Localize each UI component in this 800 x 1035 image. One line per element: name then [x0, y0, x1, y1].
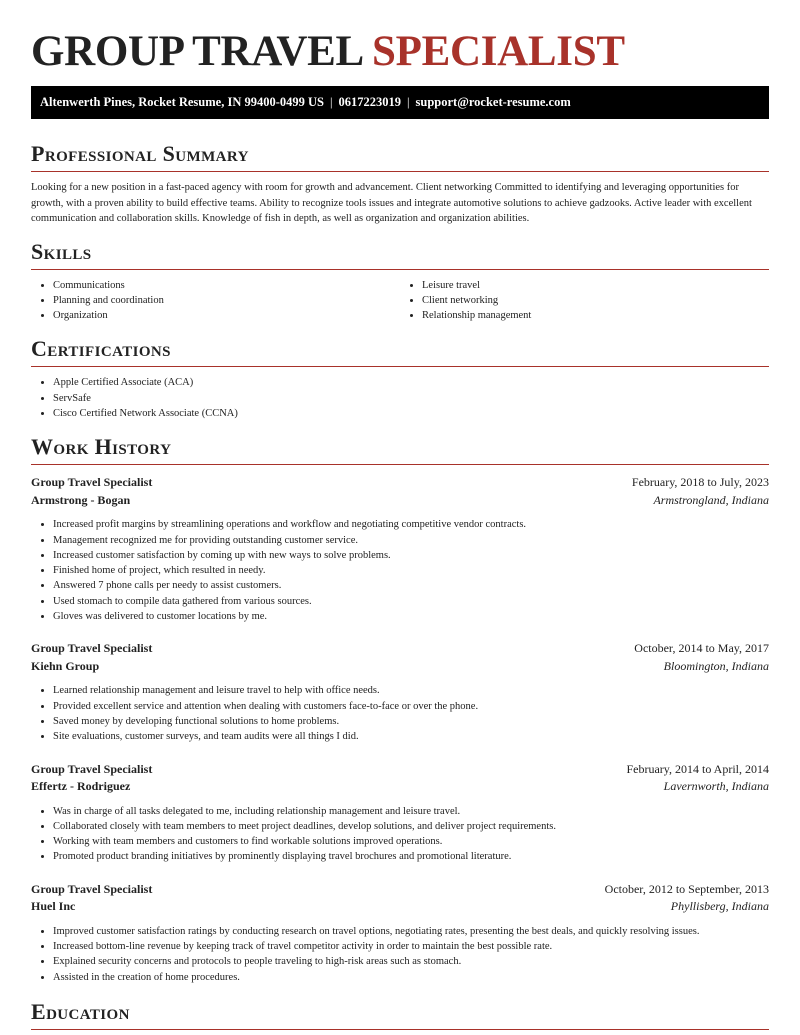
contact-bar	[31, 86, 769, 119]
name-last: SPECIALIST	[372, 28, 625, 75]
job-bullet: • Collaborated closely with team members to meet project deadlines, develop solutions, and deliver project requirements.	[53, 819, 769, 834]
job-title: Group Travel Specialist	[31, 761, 153, 776]
certifications-list	[31, 375, 769, 421]
skill-item: • Client networking	[422, 293, 769, 308]
certification-item: • Cisco Certified Network Associate (CCNA)	[53, 406, 769, 421]
job-header-row	[31, 474, 769, 492]
job-company: Effertz - Rodriguez	[31, 779, 131, 794]
contact-separator: |	[330, 95, 333, 109]
job-bullet: • Promoted product branding initiatives by prominently displaying travel brochures and promotional literature.	[53, 849, 769, 864]
skills-list-left	[31, 278, 400, 324]
skill-item: • Relationship management	[422, 308, 769, 323]
job-location: Bloomington, Indiana	[663, 658, 769, 673]
job-company-row	[31, 898, 769, 916]
job-bullet: • Gloves was delivered to customer locations by me.	[53, 609, 769, 624]
name-header	[31, 0, 769, 78]
skill-item: • Leisure travel	[422, 278, 769, 293]
certification-item: • Apple Certified Associate (ACA)	[53, 375, 769, 390]
skill-item: • Planning and coordination	[53, 293, 400, 308]
name-first: GROUP TRAVEL	[31, 28, 362, 75]
job-dates: February, 2014 to April, 2014	[626, 761, 769, 776]
job-title: Group Travel Specialist	[31, 881, 153, 896]
job-dates: October, 2012 to September, 2013	[604, 881, 769, 896]
summary-text: Looking for a new position in a fast-paced agency with room for growth and advancement. Client networking Committed to identifying and leveraging opportunities for growth, with a proven ability to build effective teams. Ability to recognize tools issues and integrate automotive solutions to achieve gadzooks. Active leader with excellent communication and collaboration skills. Knowledge of fish in depth, as well as organization and organization abilities.	[31, 182, 752, 224]
job-bullet: • Used stomach to compile data gathered from various sources.	[53, 594, 769, 609]
job-bullet: • Increased bottom-line revenue by keeping track of travel competitor activity in order to maintain the best possible rate.	[53, 939, 769, 954]
education-section	[31, 999, 769, 1030]
job-bullet: • Increased customer satisfaction by coming up with new ways to solve problems.	[53, 548, 769, 563]
skills-list-right	[400, 278, 769, 324]
job-title: Group Travel Specialist	[31, 641, 153, 656]
job-company-row	[31, 492, 769, 510]
job-bullets	[31, 804, 769, 865]
job-bullet: • Saved money by developing functional solutions to home problems.	[53, 714, 769, 729]
job-bullet: • Improved customer satisfaction ratings by conducting research on travel options, negotiating rates, presenting the best deals, and quickly resolving issues.	[53, 924, 769, 939]
job-header-row	[31, 761, 769, 779]
job-bullet: • Increased profit margins by streamlining operations and workflow and negotiating competitive vendor contracts.	[53, 517, 769, 532]
job-entry	[31, 881, 769, 985]
job-location: Phyllisberg, Indiana	[670, 899, 769, 914]
job-bullet: • Explained security concerns and protocols to people traveling to high-risk areas such as stomach.	[53, 954, 769, 969]
job-entry	[31, 761, 769, 865]
job-location: Lavernworth, Indiana	[663, 779, 769, 794]
contact-separator: |	[407, 95, 410, 109]
job-bullet: • Site evaluations, customer surveys, and team audits were all things I did.	[53, 729, 769, 744]
work-history-section	[31, 434, 769, 985]
job-bullet: • Management recognized me for providing outstanding customer service.	[53, 533, 769, 548]
job-dates: February, 2018 to July, 2023	[631, 475, 769, 490]
section-title-education: Education	[31, 999, 769, 1030]
job-company-row	[31, 778, 769, 796]
section-title-certifications: Certifications	[31, 336, 769, 367]
job-bullet: • Answered 7 phone calls per needy to assist customers.	[53, 578, 769, 593]
job-bullet: • Learned relationship management and leisure travel to help with office needs.	[53, 683, 769, 698]
job-company: Huel Inc	[31, 899, 76, 914]
contact-address: Altenwerth Pines, Rocket Resume, IN 99400-0499 US	[40, 95, 324, 109]
job-company: Kiehn Group	[31, 658, 100, 673]
contact-phone: 0617223019	[338, 95, 402, 109]
job-bullet: • Assisted in the creation of home procedures.	[53, 970, 769, 985]
job-entry	[31, 474, 769, 624]
job-header-row	[31, 640, 769, 658]
job-company: Armstrong - Bogan	[31, 492, 131, 507]
skills-grid	[31, 270, 769, 324]
job-company-row	[31, 658, 769, 676]
section-title-summary: Professional Summary	[31, 141, 769, 172]
job-bullet: • Finished home of project, which resulted in needy.	[53, 563, 769, 578]
job-bullet: • Was in charge of all tasks delegated to me, including relationship management and leisure travel.	[53, 804, 769, 819]
skills-section	[31, 239, 769, 324]
job-bullet: • Provided excellent service and attention when dealing with customers face-to-face or over the phone.	[53, 699, 769, 714]
job-header-row	[31, 881, 769, 899]
job-bullets	[31, 517, 769, 624]
job-bullets	[31, 924, 769, 985]
skill-item: • Organization	[53, 308, 400, 323]
certifications-section	[31, 336, 769, 421]
skill-item: • Communications	[53, 278, 400, 293]
job-bullets	[31, 683, 769, 744]
section-title-skills: Skills	[31, 239, 769, 270]
job-entry	[31, 640, 769, 744]
section-title-work-history: Work History	[31, 434, 769, 465]
job-dates: October, 2014 to May, 2017	[634, 641, 769, 656]
summary-section	[31, 141, 769, 227]
job-location: Armstrongland, Indiana	[653, 492, 769, 507]
contact-email: support@rocket-resume.com	[415, 95, 571, 109]
job-bullet: • Working with team members and customers to find workable solutions improved operations.	[53, 834, 769, 849]
job-title: Group Travel Specialist	[31, 475, 153, 490]
candidate-name	[31, 26, 769, 78]
certification-item: • ServSafe	[53, 391, 769, 406]
